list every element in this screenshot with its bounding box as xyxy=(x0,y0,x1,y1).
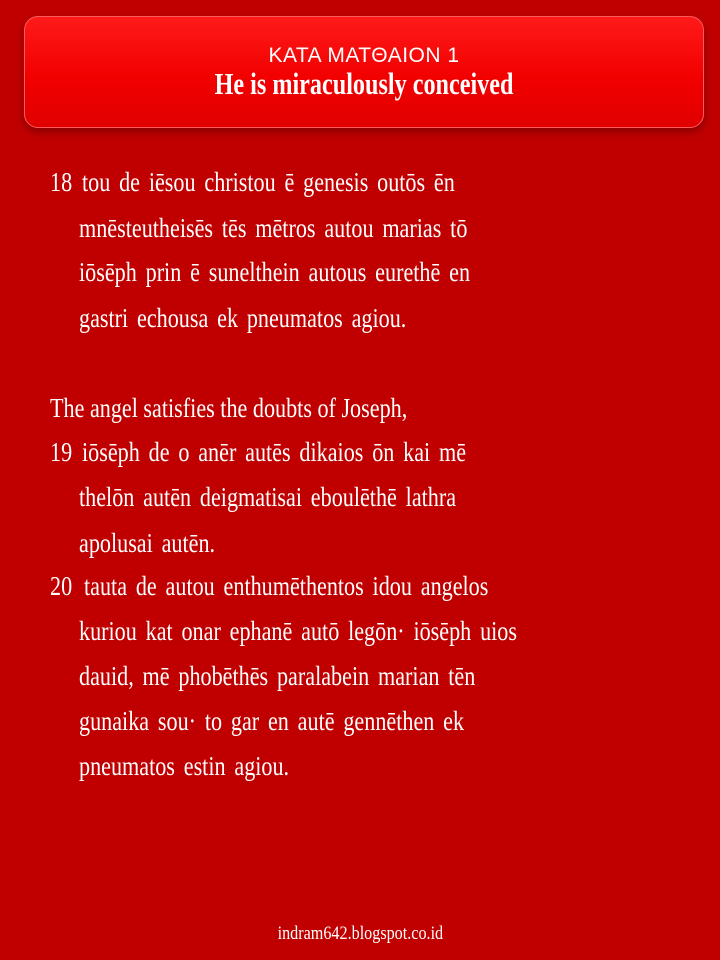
verse-line: mnēsteutheisēs tēs mētros autou marias tō xyxy=(79,213,468,243)
verse-number: 19 xyxy=(50,437,73,467)
section-heading: The angel satisfies the doubts of Joseph, xyxy=(50,393,408,423)
verse-number: 18 xyxy=(50,167,73,197)
section-title: He is miraculously conceived xyxy=(214,66,514,101)
verse-line: dauid, mē phobēthēs paralabein marian tēn xyxy=(79,661,476,691)
verse-line: tauta de autou enthumēthentos idou angelos xyxy=(84,571,489,601)
verse-line: thelōn autēn deigmatisai eboulēthē lathra xyxy=(79,482,457,512)
verse-line: gunaika sou· to gar en autē gennēthen ek xyxy=(79,706,465,736)
verse-line: iōsēph prin ē sunelthein autous eurethē en xyxy=(79,257,471,287)
verse-line: iōsēph de o anēr autēs dikaios ōn kai mē xyxy=(82,437,467,467)
verse-line: pneumatos estin agiou. xyxy=(79,751,290,781)
book-chapter-subtitle: ΚΑΤΑ ΜΑΤΘΑΙΟΝ 1 xyxy=(268,44,460,67)
verse-line: kuriou kat onar ephanē autō legōn· iōsēph uios xyxy=(79,616,517,646)
verse-line: gastri echousa ek pneumatos agiou. xyxy=(79,303,407,333)
footer-credit xyxy=(0,922,720,946)
verse-line: apolusai autēn. xyxy=(79,528,216,558)
verse-line: tou de iēsou christou ē genesis outōs ēn xyxy=(82,167,455,197)
blog-url: indram642.blogspot.co.id xyxy=(277,923,443,944)
header-banner xyxy=(24,16,704,128)
verse-number: 20 xyxy=(50,571,73,601)
